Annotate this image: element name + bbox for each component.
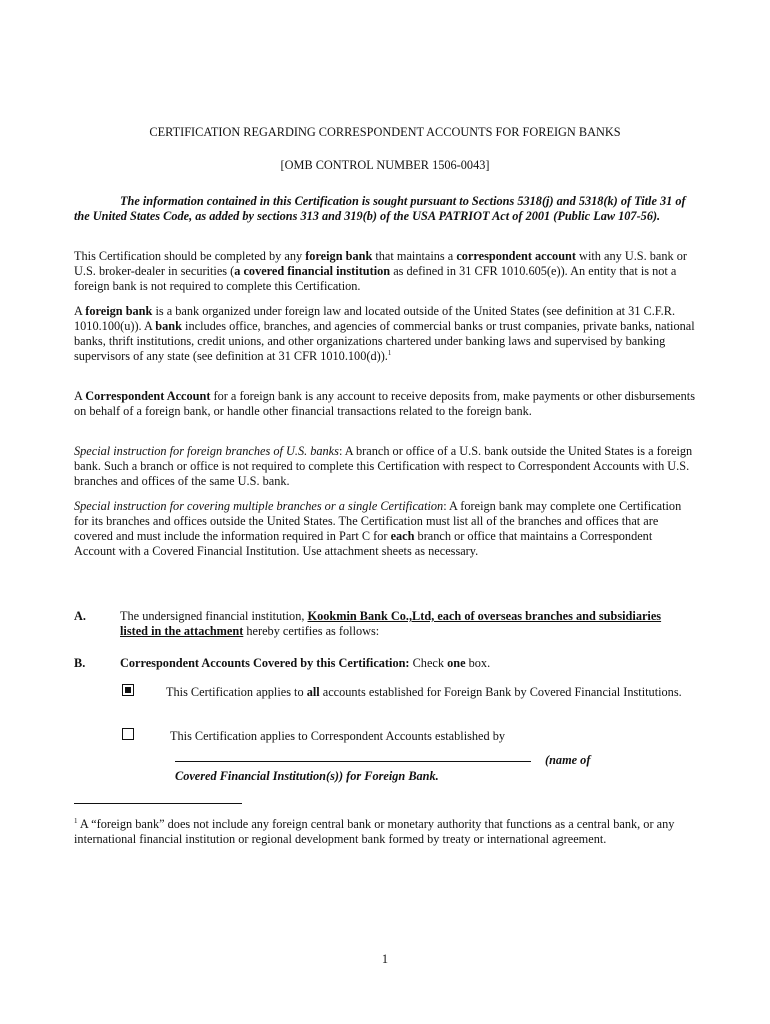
- footnote: $^1$ A “foreign bank” does not include any foreign central bank or monetary authority that functions as a central bank, or any international financial institution or regional development bank formed by treaty or international agreement.: [74, 816, 675, 846]
- intro-paragraph: The information contained in this Certification is sought pursuant to Sections 5318(j) and 5318(k) of Title 31 of the United States Code, as added by sections 313 and 319(b) of the USA PATRIOT Act of 2001 (Public Law 107-56).: [74, 194, 686, 223]
- paragraph-multiple-branches-instruction: Special instruction for covering multiple branches or a single Certification: A foreign bank may complete one Certification for its branches and offices outside the United States. The Certification must list all of the branches and offices that are covered and must include the information required in Part C for each branch or office that maintains a Correspondent Account with a Covered Financial Institution. Use attachment sheets as necessary.: [74, 499, 682, 558]
- institution-name-blank-line[interactable]: [175, 761, 531, 762]
- option-specific-accounts-text: This Certification applies to Correspondent Accounts established by: [170, 729, 506, 743]
- name-of-label: (name of: [545, 753, 591, 767]
- paragraph-foreign-branches-instruction: Special instruction for foreign branches of U.S. banks: A branch or office of a U.S. bank outside the United States is a foreign bank. Such a branch or office is not required to complete this Certification with respect to Correspondent Accounts with U.S. branches and offices of the same U.S. bank.: [74, 444, 693, 488]
- paragraph-completion-requirement: This Certification should be completed by any foreign bank that maintains a correspondent account with any U.S. bank or U.S. broker-dealer in securities (a covered financial institution as defined in 31 CFR 1010.605(e)). An entity that is not a foreign bank is not required to complete this Certification.: [74, 249, 687, 293]
- document-title: CERTIFICATION REGARDING CORRESPONDENT ACCOUNTS FOR FOREIGN BANKS: [149, 125, 621, 139]
- term-foreign-bank: foreign bank: [305, 249, 373, 263]
- specific-accounts-checkbox[interactable]: [122, 728, 134, 740]
- section-b-label: B.: [74, 656, 86, 670]
- paragraph-correspondent-account-definition: A Correspondent Account for a foreign bank is any account to receive deposits from, make payments or other disbursements on behalf of a foreign bank, or handle other financial transactions related to the foreign bank.: [74, 389, 695, 418]
- term-covered-financial-institution: a covered financial institution: [234, 264, 391, 278]
- section-a-label: A.: [74, 609, 86, 623]
- institution-name: Kookmin Bank Co.,Ltd, each of overseas branches and subsidiaries listed in the attachment: [120, 609, 662, 638]
- option-all-accounts-text: This Certification applies to all accounts established for Foreign Bank by Covered Financial Institutions.: [166, 685, 682, 699]
- all-accounts-checkbox[interactable]: [122, 684, 134, 696]
- footnote-separator: [74, 803, 242, 804]
- paragraph-foreign-bank-definition: A foreign bank is a bank organized under foreign law and located outside of the United States (see definition at 31 C.F.R. 1010.100(u)). A bank includes office, branches, and agencies of commercial banks or trust companies, private banks, national banks, thrift institutions, credit unions, and other organizations chartered under banking laws and supervised by banking supervisors of any state (see definition at 31 CFR 1010.100(d)).$^1$: [74, 304, 695, 363]
- omb-control-number: [OMB CONTROL NUMBER 1506-0043]: [280, 158, 490, 172]
- section-a-statement: The undersigned financial institution, Kookmin Bank Co.,Ltd, each of overseas branches and subsidiaries listed in the attachment hereby certifies as follows:: [120, 609, 662, 638]
- footnote-reference: 1: [387, 348, 392, 357]
- covered-institution-label: Covered Financial Institution(s)) for Foreign Bank.: [175, 769, 439, 783]
- footnote-marker: 1: [74, 816, 78, 825]
- term-correspondent-account: correspondent account: [456, 249, 576, 263]
- page-number: 1: [381, 952, 389, 966]
- section-b-heading: Correspondent Accounts Covered by this Certification: Check one box.: [120, 656, 491, 670]
- checkbox-checked-mark: [125, 687, 131, 693]
